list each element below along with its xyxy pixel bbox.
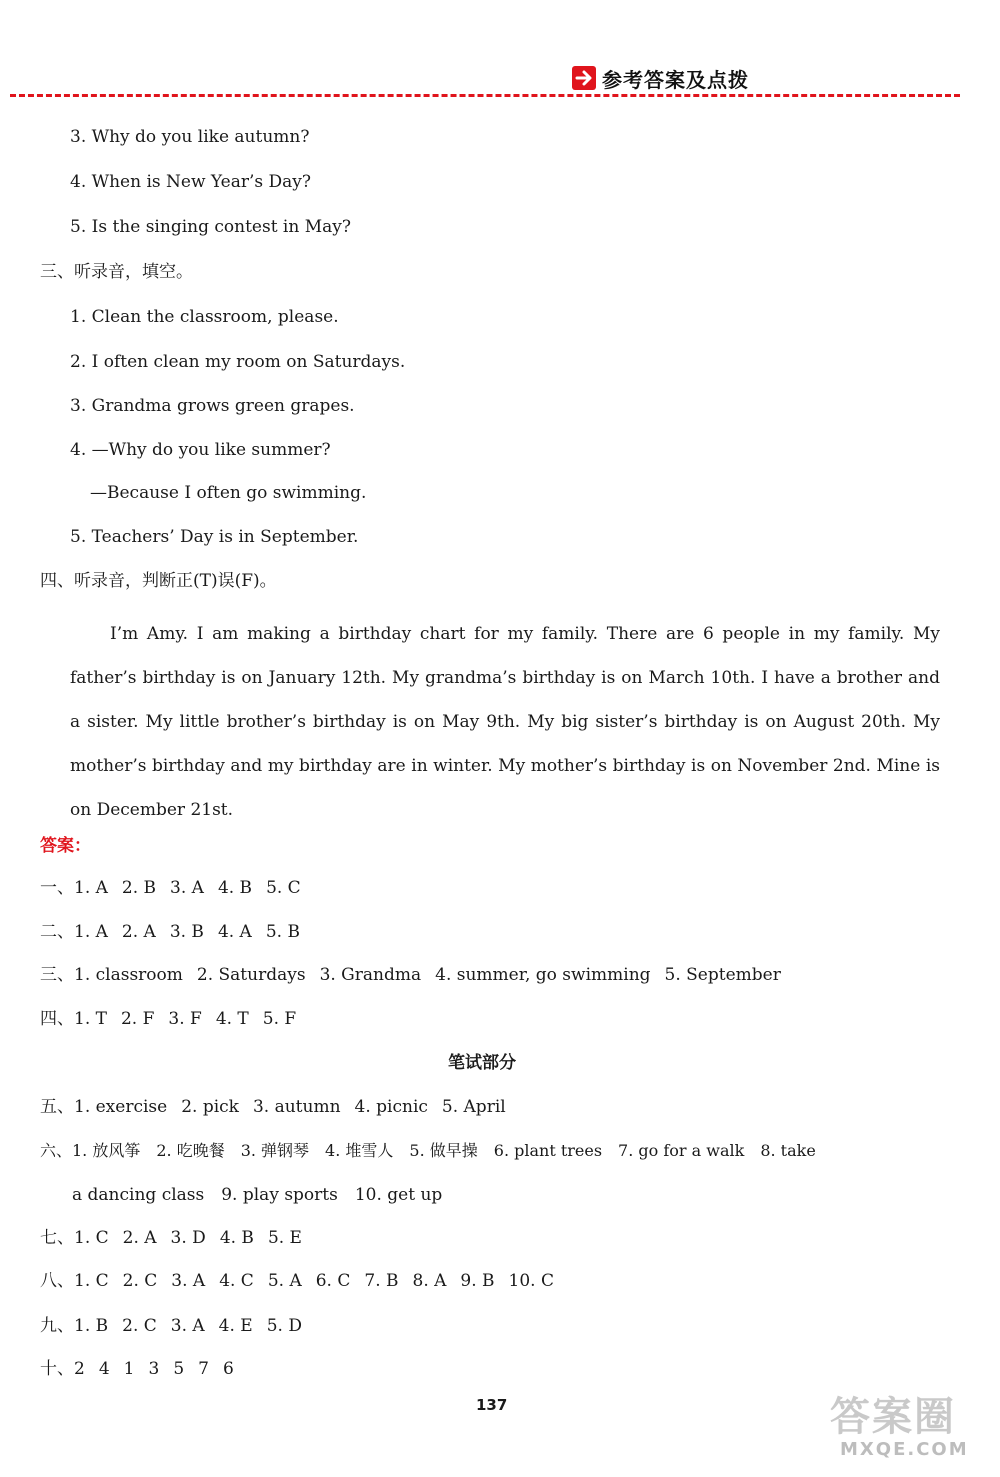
- answer-row-7: [40, 1227, 316, 1249]
- answer-row-10: [40, 1358, 248, 1380]
- row-label: 二、: [40, 922, 74, 942]
- answer-item: 1. A: [74, 922, 108, 942]
- section3-line-1: 1. Clean the classroom, please.: [70, 307, 339, 327]
- section4-heading: 四、听录音，判断正(T)误(F)。: [40, 571, 277, 591]
- question-3: 3. Why do you like autumn?: [70, 127, 310, 147]
- row-label: 十、: [40, 1359, 74, 1379]
- answer-row-3: [40, 964, 795, 986]
- row-label: 四、: [40, 1009, 74, 1029]
- watermark-bottom: MXQE.COM: [840, 1439, 969, 1460]
- row-label: 七、: [40, 1228, 74, 1248]
- answer-item: 5. D: [266, 1316, 302, 1336]
- answer-item: 1. A: [74, 878, 108, 898]
- answer-item: 4. C: [219, 1271, 254, 1291]
- answer-item: 4. B: [219, 1228, 254, 1248]
- answer-item: 1. C: [74, 1228, 109, 1248]
- answer-item: 7: [198, 1359, 209, 1379]
- answer-item: 4. T: [215, 1009, 249, 1029]
- answer-item: 10. C: [508, 1271, 554, 1291]
- answer-item: 4. summer, go swimming: [435, 965, 651, 985]
- answer-item: 2. F: [120, 1009, 155, 1029]
- written-section-title: 笔试部分: [448, 1053, 516, 1073]
- answer-item: 3. F: [168, 1009, 202, 1029]
- answer-item: 5. C: [266, 878, 301, 898]
- answer-item: 2. A: [122, 1228, 157, 1248]
- answer-item: 2. C: [122, 1271, 158, 1291]
- passage-text: I’m Amy. I am making a birthday chart for my family. There are 6 people in my family. My father’s birthday is on January 12th. My grandma’s birthday is on March 10th. I have a brother and a sister. My little brother’s birthday is on May 9th. My big sister’s birthday is on August 20th. My mother’s birthday and my birthday are in winter. My mother’s birthday is on November 2nd. Mine is on December 21st.: [70, 624, 940, 820]
- answer-item: 2. C: [122, 1316, 157, 1336]
- answer-item: 2. Saturdays: [196, 965, 306, 985]
- answer-row-8: [40, 1270, 568, 1292]
- answer-item: 3. B: [169, 922, 204, 942]
- answer-item: 5: [173, 1359, 185, 1379]
- question-5: 5. Is the singing contest in May?: [70, 217, 351, 237]
- answer-item: 3. A: [171, 1271, 206, 1291]
- row-label: 三、: [40, 965, 74, 985]
- answer-item: 1. exercise: [74, 1097, 168, 1117]
- answer-item: 3. A: [170, 878, 204, 898]
- answer-item: 5. A: [267, 1271, 302, 1291]
- answer-item: 5. April: [441, 1097, 506, 1117]
- section3-line-3: 3. Grandma grows green grapes.: [70, 396, 355, 416]
- answer-item: 3. Grandma: [319, 965, 422, 985]
- question-4: 4. When is New Year’s Day?: [70, 172, 311, 192]
- answer-item: 6. C: [315, 1271, 351, 1291]
- answer-item: 1. B: [74, 1316, 109, 1336]
- arrow-right-icon: [572, 66, 596, 90]
- answer-item: 9. B: [460, 1271, 495, 1291]
- answer-item: 8. A: [412, 1271, 447, 1291]
- answer-item: 3. D: [170, 1228, 206, 1248]
- answer-item: 7. B: [364, 1271, 399, 1291]
- answer-item: 4. B: [217, 878, 253, 898]
- answer-item: 2. A: [121, 922, 156, 942]
- answer-item: 1: [123, 1359, 135, 1379]
- answer-row-5: [40, 1096, 520, 1118]
- answer-item: 4. A: [217, 922, 252, 942]
- answers-heading: 答案：: [40, 836, 91, 856]
- section3-line-5: —Because I often go swimming.: [90, 483, 367, 503]
- watermark-logo: [820, 1385, 990, 1465]
- answer-row-6-line2: a dancing class 9. play sports 10. get up: [72, 1185, 443, 1205]
- watermark-top: 答案圈: [830, 1394, 956, 1440]
- section3-line-6: 5. Teachers’ Day is in September.: [70, 527, 359, 547]
- row-label: 九、: [40, 1316, 74, 1336]
- row-label: 八、: [40, 1271, 74, 1291]
- answer-item: 1. classroom: [74, 965, 183, 985]
- answer-row-6-line1: 六、1. 放风筝 2. 吃晚餐 3. 弹钢琴 4. 堆雪人 5. 做早操 6. plant trees 7. go for a walk 8. take: [40, 1141, 816, 1160]
- section4-passage: [70, 612, 940, 832]
- answer-item: 4. E: [218, 1316, 253, 1336]
- section3-line-4: 4. —Why do you like summer?: [70, 440, 331, 460]
- answer-row-2: [40, 921, 314, 943]
- answer-item: 2. B: [121, 878, 157, 898]
- answer-item: 2. pick: [181, 1097, 239, 1117]
- answer-item: 4. picnic: [354, 1097, 428, 1117]
- answer-item: 3. A: [170, 1316, 205, 1336]
- section3-line-2: 2. I often clean my room on Saturdays.: [70, 352, 406, 372]
- answer-item: 6: [222, 1359, 234, 1379]
- header-divider: [10, 94, 960, 97]
- answer-item: 5. E: [267, 1228, 302, 1248]
- answer-row-4: [40, 1008, 310, 1030]
- row-label: 五、: [40, 1097, 74, 1117]
- answer-item: 5. F: [262, 1009, 297, 1029]
- answer-item: 1. C: [74, 1271, 109, 1291]
- answer-item: 2: [74, 1359, 85, 1379]
- answer-item: 3. autumn: [252, 1097, 341, 1117]
- answer-row-1: [40, 877, 315, 899]
- row-label: 一、: [40, 878, 74, 898]
- answer-row-9: [40, 1315, 316, 1337]
- answer-item: 1. T: [74, 1009, 107, 1029]
- page-number: 137: [476, 1396, 508, 1414]
- answer-item: 5. B: [265, 922, 300, 942]
- section3-heading: 三、听录音，填空。: [40, 262, 193, 282]
- answer-item: 5. September: [664, 965, 781, 985]
- answer-item: 3: [148, 1359, 160, 1379]
- answer-item: 4: [98, 1359, 110, 1379]
- page-header: [572, 63, 749, 93]
- header-title: 参考答案及点拨: [602, 67, 749, 92]
